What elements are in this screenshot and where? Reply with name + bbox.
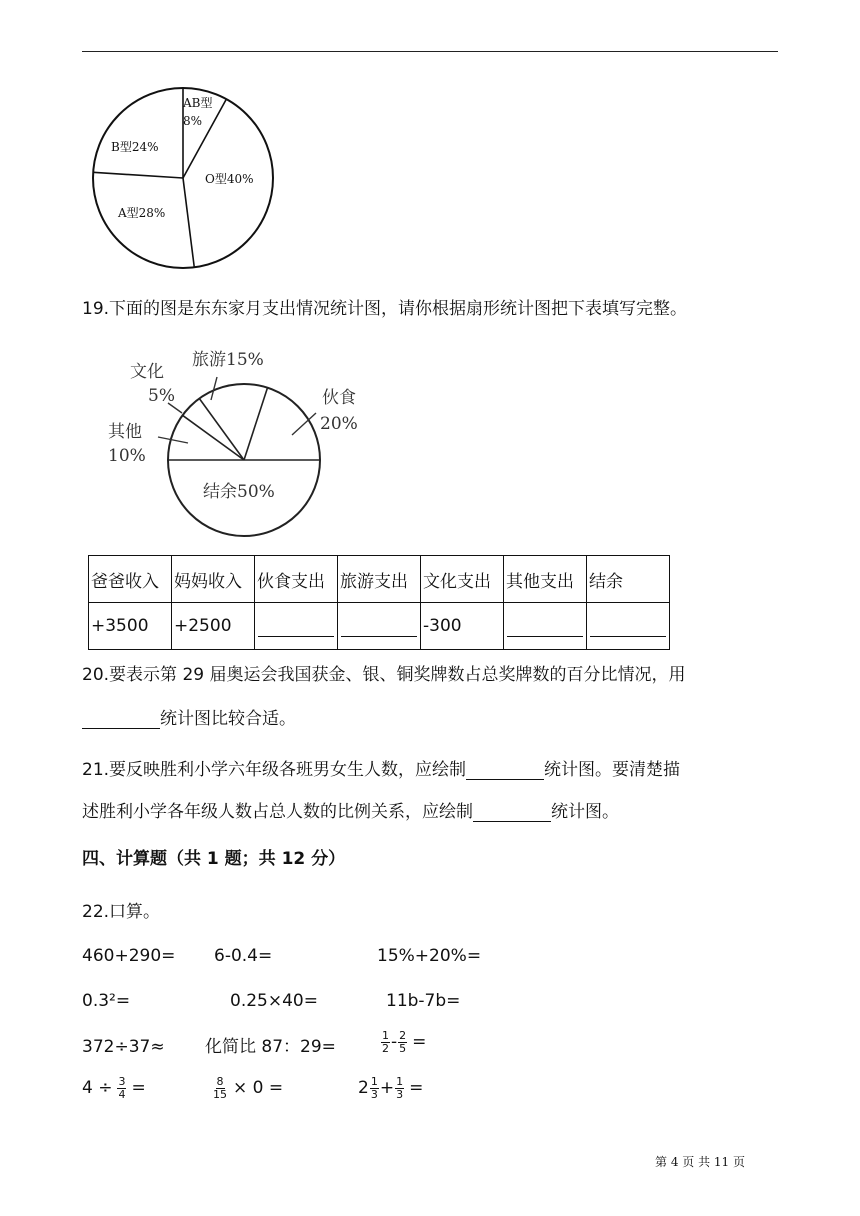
- slice-label: A型28%: [118, 206, 166, 220]
- slice-label: O型40%: [205, 172, 254, 186]
- table-header-row: [89, 556, 670, 603]
- answer-blank[interactable]: [507, 636, 583, 637]
- calc-fraction-expr: 4 ÷ $\frac{3}{4}$ =: [82, 1075, 146, 1102]
- label-pointer: [158, 437, 188, 443]
- pie-slice-boundary: [183, 99, 226, 178]
- slice-label: 5%: [148, 386, 175, 406]
- q21-part1: 21.要反映胜利小学六年级各班男女生人数，应绘制: [82, 760, 467, 780]
- calc-item: 460+290=: [82, 946, 176, 966]
- table-header-cell: 伙食支出: [255, 556, 338, 603]
- expense-table: [88, 555, 670, 650]
- table-header-cell: 结余: [587, 556, 670, 603]
- expense-pie-chart: [100, 345, 390, 545]
- calc-item: 11b-7b=: [386, 991, 461, 1011]
- answer-cell[interactable]: [504, 603, 587, 650]
- calc-fraction-expr: $\frac{8}{15}$ × 0 =: [213, 1075, 284, 1102]
- answer-blank[interactable]: [590, 636, 666, 637]
- table-cell: +3500: [89, 603, 172, 650]
- table-cell: -300: [421, 603, 504, 650]
- table-header-cell: 旅游支出: [338, 556, 421, 603]
- fraction: $\frac{8}{15}$: [213, 1075, 227, 1102]
- pie-slice-boundary: [183, 415, 244, 460]
- pie-slice-boundary: [93, 172, 183, 178]
- slice-label: B型24%: [111, 140, 159, 154]
- pie-slice-boundary: [244, 388, 267, 460]
- answer-blank[interactable]: [473, 804, 551, 822]
- table-header-cell: 爸爸收入: [89, 556, 172, 603]
- fraction: $\frac{1}{2}$: [382, 1029, 389, 1056]
- slice-label: 结余50%: [203, 482, 275, 502]
- calc-fraction-expr: $\frac{1}{2}$ - $\frac{2}{5}$ =: [382, 1029, 427, 1056]
- answer-blank[interactable]: [466, 762, 544, 780]
- slice-label: 伙食: [322, 388, 356, 408]
- fraction: $\frac{2}{5}$: [399, 1029, 407, 1056]
- blood-type-pie-chart: [90, 85, 280, 275]
- label-pointer: [292, 413, 316, 435]
- pie-slice-boundary: [199, 399, 244, 460]
- fraction: $\frac{3}{4}$: [118, 1075, 126, 1102]
- slice-label: 20%: [320, 414, 358, 434]
- q21-part3: 述胜利小学各年级人数占总人数的比例关系，应绘制: [82, 802, 473, 822]
- table-cell: +2500: [172, 603, 255, 650]
- fraction: $\frac{1}{3}$: [370, 1075, 378, 1102]
- slice-label: 旅游15%: [192, 350, 264, 370]
- calc-item: 6-0.4=: [214, 946, 273, 966]
- section-heading: 四、计算题（共 1 题；共 12 分）: [82, 849, 346, 869]
- q21-line2: [82, 804, 619, 822]
- pie-slice-boundary: [183, 178, 194, 267]
- slice-label: 8%: [183, 114, 203, 128]
- q20-line1: 20.要表示第 29 届奥运会我国获金、银、铜奖牌数占总奖牌数的百分比情况，用: [82, 665, 686, 685]
- calc-item: 化简比 87：29=: [205, 1037, 336, 1057]
- q21-part4: 统计图。: [551, 802, 619, 822]
- q19-text: 19.下面的图是东东家月支出情况统计图，请你根据扇形统计图把下表填写完整。: [82, 299, 688, 319]
- slice-label: 文化: [130, 362, 164, 382]
- answer-cell[interactable]: [255, 603, 338, 650]
- fraction: $\frac{1}{3}$: [396, 1075, 404, 1102]
- answer-cell[interactable]: [338, 603, 421, 650]
- table-row: [89, 603, 670, 650]
- q20-line2: 统计图比较合适。: [160, 709, 296, 729]
- calc-item: 372÷37≈: [82, 1037, 165, 1057]
- header-rule: [82, 51, 778, 52]
- q20-line2-wrap: [82, 711, 296, 729]
- slice-label: 其他: [108, 422, 142, 442]
- q21-part2: 统计图。要清楚描: [544, 760, 681, 780]
- label-pointer: [168, 403, 182, 413]
- q22-title: 22.口算。: [82, 902, 161, 922]
- q21-line1: [82, 762, 680, 780]
- table-header-cell: 妈妈收入: [172, 556, 255, 603]
- calc-item: 15%+20%=: [377, 946, 482, 966]
- page-footer: 第 4 页 共 11 页: [655, 1155, 745, 1169]
- answer-cell[interactable]: [587, 603, 670, 650]
- slice-label: AB型: [183, 96, 213, 110]
- table-header-cell: 其他支出: [504, 556, 587, 603]
- answer-blank[interactable]: [258, 636, 334, 637]
- table-header-cell: 文化支出: [421, 556, 504, 603]
- slice-label: 10%: [108, 446, 146, 466]
- calc-item: 0.25×40=: [230, 991, 318, 1011]
- answer-blank[interactable]: [82, 711, 160, 729]
- answer-blank[interactable]: [341, 636, 417, 637]
- calc-item: 0.3²=: [82, 991, 131, 1011]
- calc-fraction-expr: 2 $\frac{1}{3}$ + $\frac{1}{3}$ =: [358, 1075, 424, 1102]
